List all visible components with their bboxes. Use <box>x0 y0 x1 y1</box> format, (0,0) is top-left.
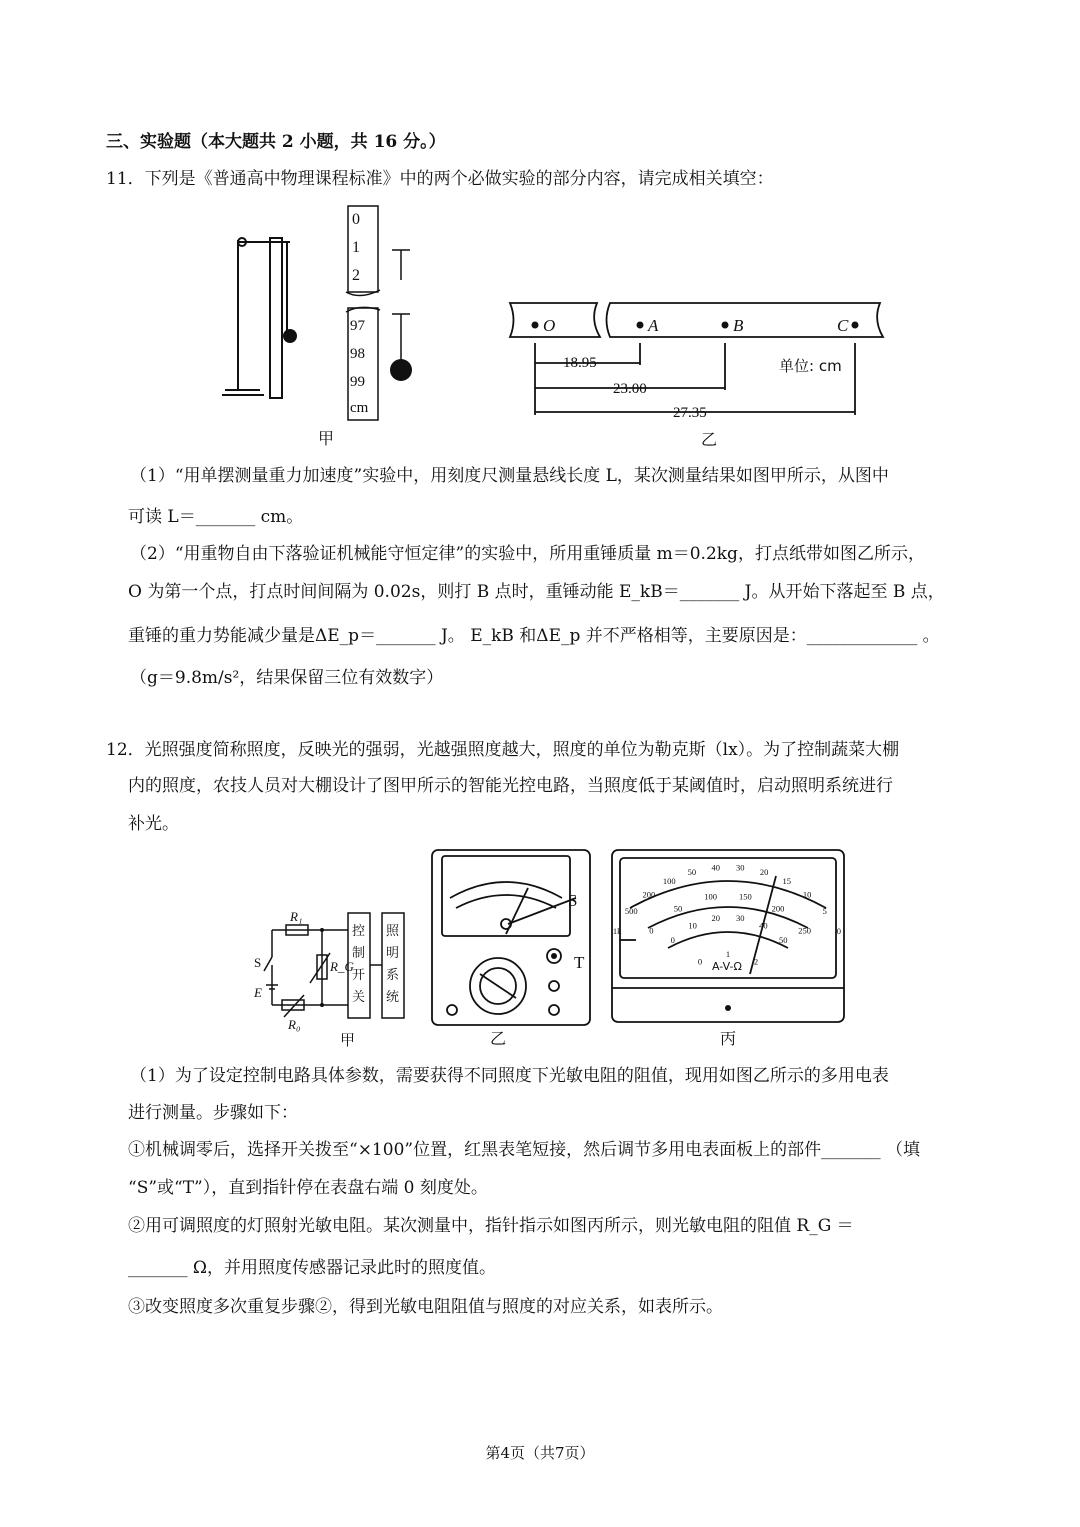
q12-stem-line1: 12．光照强度简称照度，反映光的强弱，光越强照度越大，照度的单位为勒克斯（lx）。为了控制蔬菜大棚 <box>106 740 900 760</box>
tape-point-c: C <box>837 316 849 335</box>
dial-inner-scale-label: 20 <box>711 913 721 923</box>
q11-fig-a-caption: 甲 <box>318 431 335 448</box>
label-r1: R₁ <box>290 909 303 924</box>
label-r0: R₀ <box>288 1017 301 1032</box>
dial-inner-scale-label: 50 <box>778 934 788 945</box>
dial-top-scale-label: 40 <box>711 862 721 873</box>
q11-fig-b-caption: 乙 <box>701 432 718 449</box>
dial-top-scale-label: 10 <box>802 889 812 900</box>
q12-figure-c <box>608 848 853 1050</box>
tape-point-b: B <box>733 316 744 335</box>
q12-fig-b-caption: 乙 <box>490 1031 507 1048</box>
ruler-tick-97: 97 <box>350 318 365 334</box>
dial-top-scale-label: 50 <box>687 867 697 878</box>
dial-mid-scale-label: 50 <box>673 903 683 914</box>
q11-part2-line3: 重锤的重力势能减少量是ΔE_p＝_______ J。 E_kB 和ΔE_p 并不严格相等，主要原因是：_____________ 。 <box>128 626 940 646</box>
q12-figure-a <box>252 905 412 1055</box>
box-control-3: 关 <box>352 990 366 1005</box>
dial-top-scale-label: 20 <box>759 867 769 878</box>
ruler-tick-98: 98 <box>350 346 365 362</box>
q11-part2-line2: O 为第一个点，打点时间间隔为 0.02s，则打 B 点时，重锤动能 E_kB＝_______ J。从开始下落起至 B 点， <box>128 582 945 602</box>
page-footer: 第4页（共7页） <box>485 1444 595 1462</box>
label-rg: R_G <box>330 959 354 974</box>
q11-part1-line1: （1）“用单摆测量重力加速度”实验中，用刻度尺测量悬线长度 L，某次测量结果如图甲所示，从图中 <box>130 466 889 486</box>
dial-top-scale-label: 200 <box>642 889 656 900</box>
dial-top-scale-label: 0 <box>836 926 842 936</box>
tape-point-o: O <box>543 316 556 335</box>
dial-top-scale-label: 15 <box>782 876 791 887</box>
ruler-tick-2: 2 <box>352 267 360 284</box>
dial-inner-scale-label: 40 <box>759 920 768 931</box>
box-light-1: 明 <box>386 946 400 961</box>
box-light-3: 统 <box>386 990 400 1005</box>
dial-text: A-V-Ω <box>712 960 742 973</box>
q11-stem: 11．下列是《普通高中物理课程标准》中的两个必做实验的部分内容，请完成相关填空： <box>106 169 774 189</box>
q11-part2-line1: （2）“用重物自由下落验证机械能守恒定律”的实验中，所用重锤质量 m＝0.2kg，打点纸带如图乙所示， <box>130 544 925 564</box>
box-light-0: 照 <box>386 924 400 939</box>
multimeter-label-t: T <box>574 953 585 972</box>
section-title: 三、实验题（本大题共 2 小题，共 16 分。） <box>106 132 446 152</box>
dial-ac-scale-label: 2 <box>753 956 759 967</box>
dial-mid-scale-label: 250 <box>798 925 811 936</box>
label-e: E <box>254 985 262 1000</box>
q12-fig-a-caption: 甲 <box>340 1033 356 1049</box>
box-control-2: 开 <box>352 968 366 983</box>
dial-inner-scale-label: 0 <box>670 934 675 945</box>
dim-ob: 23.00 <box>613 381 647 397</box>
dial-mid-scale-label: 150 <box>739 891 752 902</box>
dim-oa: 18.95 <box>563 355 597 371</box>
q11-part2-line4: （g＝9.8m/s²，结果保留三位有效数字） <box>130 668 444 688</box>
dial-mid-scale-label: 100 <box>704 891 717 902</box>
q12-step-2b: _______ Ω，并用照度传感器记录此时的照度值。 <box>128 1258 496 1278</box>
q12-step-3: ③改变照度多次重复步骤②，得到光敏电阻阻值与照度的对应关系，如表所示。 <box>128 1297 723 1317</box>
q12-step-1b: “S”或“T”），直到指针停在表盘右端 0 刻度处。 <box>128 1178 488 1198</box>
q11-figure-a <box>220 200 440 450</box>
dial-ac-scale-label: 1 <box>725 949 731 959</box>
q11-part1-line2: 可读 L＝_______ cm。 <box>128 507 304 527</box>
q12-stem-line3: 补光。 <box>128 814 179 834</box>
dial-top-scale-label: 5 <box>822 906 827 917</box>
dial-mid-scale-label: 200 <box>771 903 785 914</box>
dial-inner-scale-label: 30 <box>735 913 745 923</box>
ruler-tick-0: 0 <box>352 211 360 228</box>
q12-figure-b <box>428 848 600 1050</box>
dial-ac-scale-label: 0 <box>697 956 703 967</box>
box-light-2: 系 <box>386 968 400 983</box>
dial-top-scale-label: 1k <box>612 926 622 936</box>
tape-point-a: A <box>648 316 659 335</box>
dim-oc: 27.35 <box>673 405 707 421</box>
dial-top-scale-label: 30 <box>735 862 745 873</box>
q12-step-1a: ①机械调零后，选择开关拨至“×100”位置，红黑表笔短接，然后调节多用电表面板上的部件_______ （填 <box>128 1140 920 1160</box>
q12-step-intro-2: 进行测量。步骤如下： <box>128 1103 298 1123</box>
q12-step-intro-1: （1）为了设定控制电路具体参数，需要获得不同照度下光敏电阻的阻值，现用如图乙所示的多用电表 <box>130 1066 889 1086</box>
label-s: S <box>254 955 262 970</box>
multimeter-label-s: S <box>568 891 578 910</box>
box-control-0: 控 <box>352 924 366 939</box>
q12-fig-c-caption: 丙 <box>720 1031 737 1048</box>
ruler-unit-cm: cm <box>350 400 369 416</box>
q12-stem-line2: 内的照度，农技人员对大棚设计了图甲所示的智能光控电路，当照度低于某阈值时，启动照明系统进行 <box>128 776 893 796</box>
q12-step-2a: ②用可调照度的灯照射光敏电阻。某次测量中，指针指示如图丙所示，则光敏电阻的阻值 R_G ＝ <box>128 1216 854 1236</box>
ruler-tick-1: 1 <box>352 239 360 256</box>
tape-unit: 单位: cm <box>779 357 842 375</box>
dial-top-scale-label: 500 <box>624 906 638 917</box>
q11-figure-b <box>505 285 895 450</box>
ruler-tick-99: 99 <box>350 374 365 390</box>
dial-inner-scale-label: 10 <box>688 920 697 931</box>
dial-mid-scale-label: 0 <box>649 925 654 936</box>
dial-top-scale-label: 100 <box>662 876 676 887</box>
box-control-1: 制 <box>352 946 366 961</box>
